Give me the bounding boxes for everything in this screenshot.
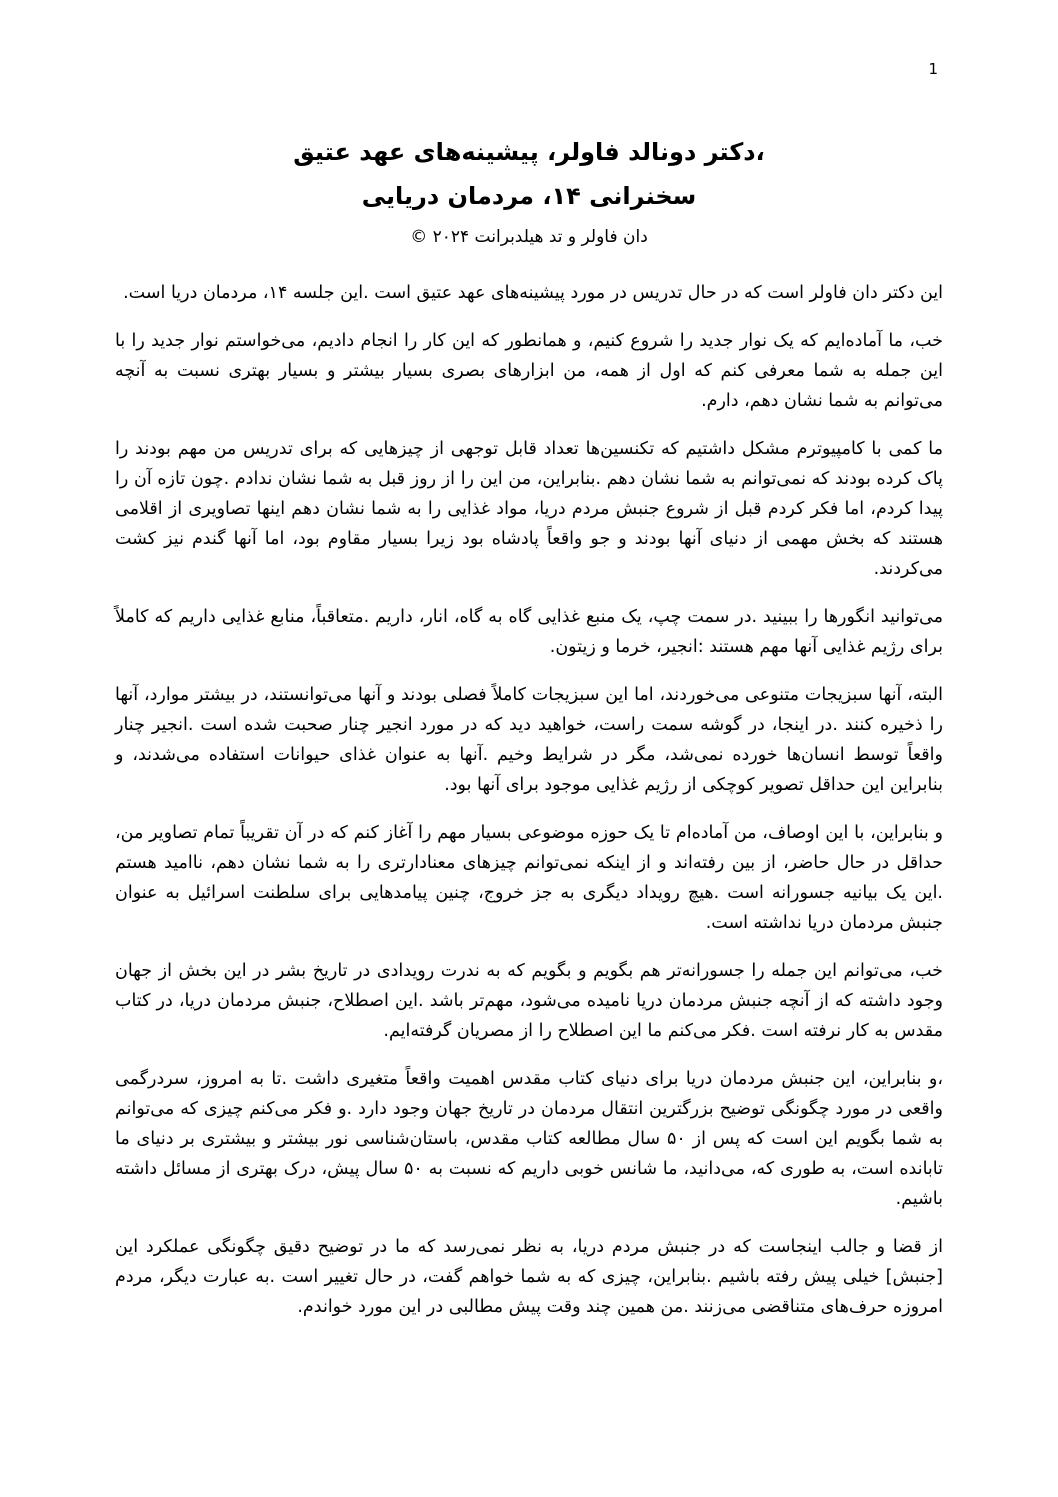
page-number: 1 <box>928 60 938 78</box>
document-title-line1: ،دکتر دونالد فاولر، پیشینه‌های عهد عتیق <box>293 138 765 166</box>
paragraph-3: ما کمی با کامپیوترم مشکل داشتیم که تکنسین‌ها تعداد قابل توجهی از چیزهایی که برای تدریس من مهم بودند را پاک کرده بودند که نمی‌توانم به شما نشان دهم .بنابراین، من این را از روز قبل به شما نشان ندادم .چون تازه آن را پیدا کردم، اما فکر کردم قبل از شروع جنبش مردم دریا، مواد غذایی را به شما نشان دهم اینها تصاویری از اقلامی هستند که بخش مهمی از دنیای آنها بودند و جو واقعاً پادشاه بود زیرا بسیار مقاوم بود، اما آنها گندم نیز کشت می‌کردند. <box>115 439 943 579</box>
paragraph-7: خب، می‌توانم این جمله را جسورانه‌تر هم بگویم و بگویم که به ندرت رویدادی در تاریخ بشر در این بخش از جهان وجود داشته که از آنچه جنبش مردمان دریا نامیده می‌شود، مهم‌تر باشد .این اصطلاح، جنبش مردمان دریا، در کتاب مقدس به کار نرفته است .فکر می‌کنم ما این اصطلاح را از مصریان گرفته‌ایم. <box>115 961 943 1041</box>
document-title-line2: سخنرانی ۱۴، مردمان دریایی <box>361 182 697 210</box>
paragraph-6: و بنابراین، با این اوصاف، من آماده‌ام تا یک حوزه موضوعی بسیار مهم را آغاز کنم که در آن تقریباً تمام تصاویر من، حداقل در حال حاضر، از بین رفته‌اند و از اینکه نمی‌توانم چیزهای معنادارتری را به شما نشان دهم، ناامید هستم .این یک بیانیه جسورانه است .هیچ رویداد دیگری به جز خروج، چنین پیامدهایی برای سلطنت اسرائیل به عنوان جنبش مردمان دریا نداشته است. <box>115 823 943 933</box>
document-body <box>115 278 943 1322</box>
paragraph-4: می‌توانید انگورها را ببینید .در سمت چپ، یک منبع غذایی گاه به گاه، انار، داریم .متعاقباً، منابع غذایی داریم که کاملاً برای رژیم غذایی آنها مهم هستند :انجیر، خرما و زیتون. <box>115 607 943 657</box>
paragraph-9: از قضا و جالب اینجاست که در جنبش مردم دریا، به نظر نمی‌رسد که ما در توضیح دقیق چگونگی عملکرد این [جنبش] خیلی پیش رفته باشیم .بنابراین، چیزی که به شما خواهم گفت، در حال تغییر است .به عبارت دیگر، مردم امروزه حرف‌های متناقضی می‌زنند .من همین چند وقت پیش مطالبی در این مورد خواندم. <box>115 1237 943 1317</box>
paragraph-8: ،و بنابراین، این جنبش مردمان دریا برای دنیای کتاب مقدس اهمیت واقعاً متغیری داشت .تا به امروز، سردرگمی واقعی در مورد چگونگی توضیح بزرگترین انتقال مردمان در تاریخ جهان وجود دارد .و فکر می‌کنم چیزی که می‌توانم به شما بگویم این است که پس از ۵۰ سال مطالعه کتاب مقدس، باستان‌شناسی نور بیشتر و بیشتری بر دنیای ما تابانده است، به طوری که، می‌دانید، ما شانس خوبی داریم که نسبت به ۵۰ سال پیش، درک بهتری از مسائل داشته باشیم. <box>115 1069 943 1209</box>
document-byline: دان فاولر و تد هیلدبرانت ۲۰۲۴ © <box>410 227 648 247</box>
paragraph-1: این دکتر دان فاولر است که در حال تدریس در مورد پیشینه‌های عهد عتیق است .این جلسه ۱۴، مردمان دریا است. <box>123 283 943 303</box>
paragraph-2: خب، ما آماده‌ایم که یک نوار جدید را شروع کنیم، و همانطور که این کار را انجام دادیم، می‌خواستم نوار جدید را با این جمله به شما معرفی کنم که اول از همه، من ابزارهای بصری بسیار بیشتر و بسیار بهتری نسبت به آنچه می‌توانم به شما نشان دهم، دارم. <box>115 331 943 411</box>
paragraph-5: البته، آنها سبزیجات متنوعی می‌خوردند، اما این سبزیجات کاملاً فصلی بودند و آنها می‌توانستند، در بیشتر موارد، آنها را ذخیره کنند .در اینجا، در گوشه سمت راست، خواهید دید که در مورد انجیر چنار صحبت شده است .انجیر چنار واقعاً توسط انسان‌ها خورده نمی‌شد، مگر در شرایط وخیم .آنها به عنوان غذای حیوانات استفاده می‌شدند، و بنابراین این حداقل تصویر کوچکی از رژیم غذایی موجود برای آنها بود. <box>115 685 943 795</box>
document-header <box>115 0 943 250</box>
